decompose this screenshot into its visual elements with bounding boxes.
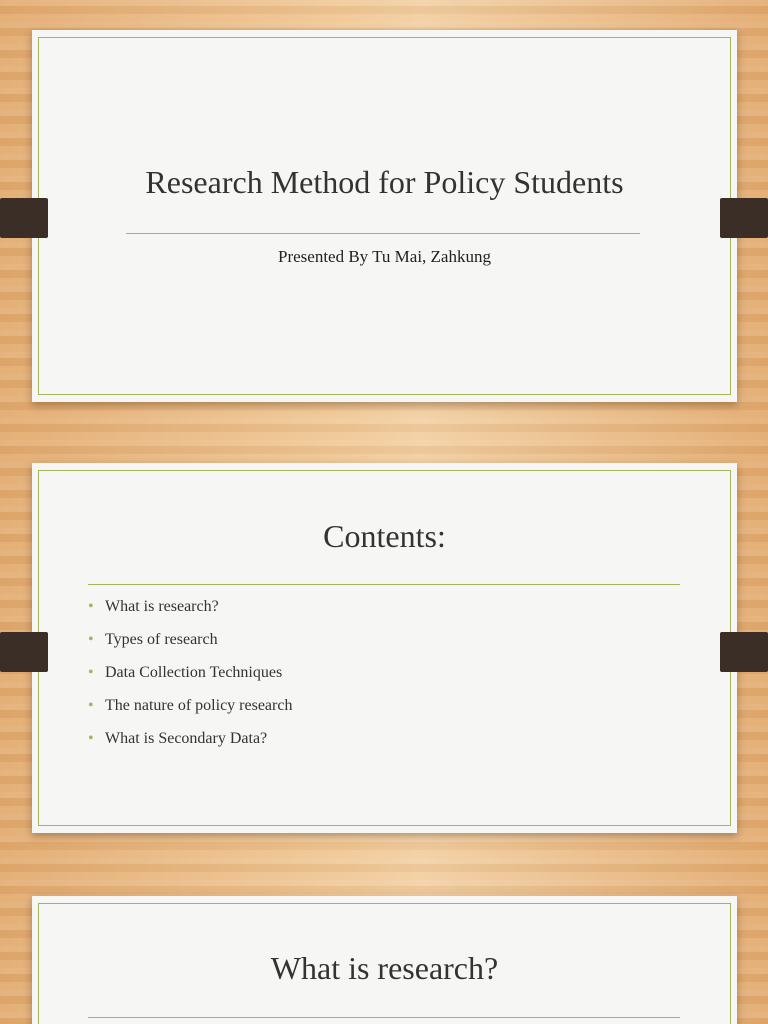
bullet-icon: • <box>88 697 94 714</box>
binder-clip-right <box>720 632 768 672</box>
slide-2[interactable] <box>32 463 737 833</box>
list-item-text: Types of research <box>105 631 218 648</box>
slide-3[interactable] <box>32 896 737 1024</box>
slide-subtitle: Presented By Tu Mai, Zahkung <box>278 247 491 266</box>
bullet-icon: • <box>88 631 94 648</box>
bullet-icon: • <box>88 598 94 615</box>
binder-clip-left <box>0 198 48 238</box>
list-item <box>88 729 292 762</box>
title-divider <box>88 584 680 585</box>
list-item <box>88 663 292 696</box>
list-item-text: Data Collection Techniques <box>105 664 283 681</box>
bullet-icon: • <box>88 664 94 681</box>
list-item-text: What is Secondary Data? <box>105 730 268 747</box>
title-divider <box>126 233 640 234</box>
slide-title: Contents: <box>323 518 446 554</box>
binder-clip-left <box>0 632 48 672</box>
list-item <box>88 696 292 729</box>
list-item-text: What is research? <box>105 598 219 615</box>
slide-1[interactable] <box>32 30 737 402</box>
title-divider <box>88 1017 680 1018</box>
contents-list <box>88 597 292 762</box>
list-item <box>88 630 292 663</box>
list-item-text: The nature of policy research <box>105 697 293 714</box>
binder-clip-right <box>720 198 768 238</box>
slide-title: What is research? <box>270 950 499 986</box>
list-item <box>88 597 292 630</box>
slide-title: Research Method for Policy Students <box>145 164 624 200</box>
bullet-icon: • <box>88 730 94 747</box>
slide-frame <box>38 37 731 395</box>
